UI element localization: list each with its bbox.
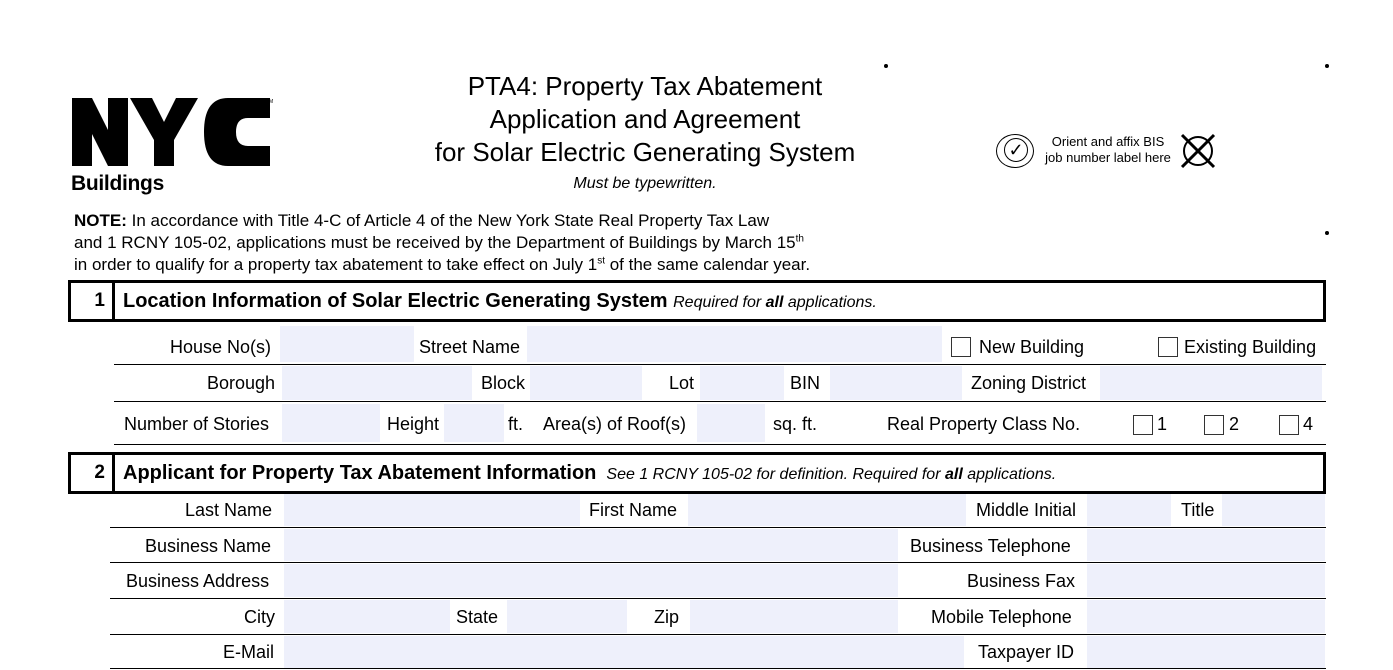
zoning-district-field[interactable] xyxy=(1100,366,1322,400)
street-name-field[interactable] xyxy=(527,326,942,362)
business-address-field[interactable] xyxy=(284,564,898,597)
business-telephone-field[interactable] xyxy=(1087,529,1325,561)
crossed-circle-icon xyxy=(1179,132,1217,170)
zoning-district-label: Zoning District xyxy=(971,373,1087,393)
class-1-checkbox[interactable] xyxy=(1133,415,1153,435)
mobile-telephone-label: Mobile Telephone xyxy=(931,607,1072,627)
section-2-header xyxy=(68,452,1326,494)
height-field[interactable] xyxy=(444,404,504,442)
registration-dot xyxy=(1325,64,1329,68)
height-label: Height xyxy=(387,414,440,434)
bis-label-area xyxy=(996,134,1236,174)
row-divider xyxy=(110,527,1326,528)
business-telephone-label: Business Telephone xyxy=(910,536,1071,556)
section-1-header xyxy=(68,280,1326,322)
ft-unit: ft. xyxy=(508,414,524,434)
block-field[interactable] xyxy=(530,366,642,400)
business-name-field[interactable] xyxy=(284,529,898,561)
row-divider xyxy=(110,634,1326,635)
middle-initial-field[interactable] xyxy=(1087,494,1171,526)
existing-building-checkbox[interactable] xyxy=(1158,337,1178,357)
state-field[interactable] xyxy=(507,600,627,633)
section-title: Location Information of Solar Electric Generating System Required for all applications. xyxy=(123,290,877,312)
lot-label: Lot xyxy=(669,373,695,393)
existing-building-label: Existing Building xyxy=(1184,337,1317,357)
class-4-checkbox[interactable] xyxy=(1279,415,1299,435)
typewritten-instruction: Must be typewritten. xyxy=(573,175,717,192)
row-divider xyxy=(110,598,1326,599)
form-title xyxy=(400,70,890,169)
title-line-3: for Solar Electric Generating System xyxy=(434,137,856,167)
row-divider xyxy=(114,364,1326,365)
note-label: NOTE: xyxy=(74,211,127,230)
property-class-label: Real Property Class No. xyxy=(887,414,1081,434)
taxpayer-id-field[interactable] xyxy=(1087,636,1325,668)
business-name-label: Business Name xyxy=(145,536,272,556)
registration-dot xyxy=(884,64,888,68)
business-fax-label: Business Fax xyxy=(967,571,1076,591)
block-label: Block xyxy=(481,373,526,393)
middle-initial-label: Middle Initial xyxy=(976,500,1077,520)
taxpayer-id-label: Taxpayer ID xyxy=(978,642,1075,662)
lot-field[interactable] xyxy=(700,366,784,400)
number-of-stories-label: Number of Stories xyxy=(124,414,270,434)
nyc-logo xyxy=(70,96,276,168)
first-name-field[interactable] xyxy=(688,494,966,526)
mobile-telephone-field[interactable] xyxy=(1087,600,1325,633)
borough-label: Borough xyxy=(207,373,276,393)
roof-area-label: Area(s) of Roof(s) xyxy=(543,414,687,434)
city-field[interactable] xyxy=(284,600,450,633)
title-label: Title xyxy=(1181,500,1215,520)
bin-field[interactable] xyxy=(830,366,962,400)
class-2-checkbox[interactable] xyxy=(1204,415,1224,435)
roof-area-field[interactable] xyxy=(697,404,765,442)
number-of-stories-field[interactable] xyxy=(282,404,380,442)
state-label: State xyxy=(456,607,499,627)
last-name-field[interactable] xyxy=(284,494,580,526)
new-building-checkbox[interactable] xyxy=(951,337,971,357)
svg-text:TM: TM xyxy=(266,99,274,105)
bis-label-instruction: Orient and affix BIS job number label here xyxy=(1045,134,1171,165)
buildings-wordmark: Buildings xyxy=(71,172,164,195)
row-divider xyxy=(114,401,1326,402)
section-title: Applicant for Property Tax Abatement Information See 1 RCNY 105-02 for definition. Required for all applications. xyxy=(123,462,1057,484)
row-divider xyxy=(110,562,1326,563)
first-name-label: First Name xyxy=(589,500,678,520)
title-line-2: Application and Agreement xyxy=(489,104,801,134)
new-building-label: New Building xyxy=(979,337,1085,357)
note-paragraph: NOTE: In accordance with Title 4-C of Article 4 of the New York State Real Property Tax Law and 1 RCNY 105-02, applications must be received by the Department of Buildings by March 15th in order to qualify for a property tax abatement to take effect on July 1st of the same calendar year. xyxy=(74,211,811,274)
last-name-label: Last Name xyxy=(185,500,273,520)
class-1-label: 1 xyxy=(1157,414,1168,434)
business-address-label: Business Address xyxy=(126,571,270,591)
email-field[interactable] xyxy=(284,636,964,668)
bin-label: BIN xyxy=(790,373,821,393)
house-no-label: House No(s) xyxy=(170,337,272,357)
checkmark-icon: ✓ xyxy=(1004,138,1028,162)
sqft-unit: sq. ft. xyxy=(773,414,818,434)
email-label: E-Mail xyxy=(223,642,275,662)
business-fax-field[interactable] xyxy=(1087,564,1325,597)
section-number: 1 xyxy=(71,283,115,319)
registration-dot xyxy=(1325,231,1329,235)
city-label: City xyxy=(244,607,275,627)
zip-label: Zip xyxy=(654,607,680,627)
class-4-label: 4 xyxy=(1303,414,1314,434)
street-name-label: Street Name xyxy=(419,337,521,357)
check-circle-icon xyxy=(996,134,1034,168)
zip-field[interactable] xyxy=(690,600,898,633)
class-2-label: 2 xyxy=(1229,414,1240,434)
borough-field[interactable] xyxy=(282,366,472,400)
title-line-1: PTA4: Property Tax Abatement xyxy=(467,71,823,101)
section-number: 2 xyxy=(71,455,115,491)
title-field[interactable] xyxy=(1222,494,1325,526)
row-divider xyxy=(110,668,1326,669)
row-divider xyxy=(114,444,1326,445)
house-no-field[interactable] xyxy=(280,326,414,362)
